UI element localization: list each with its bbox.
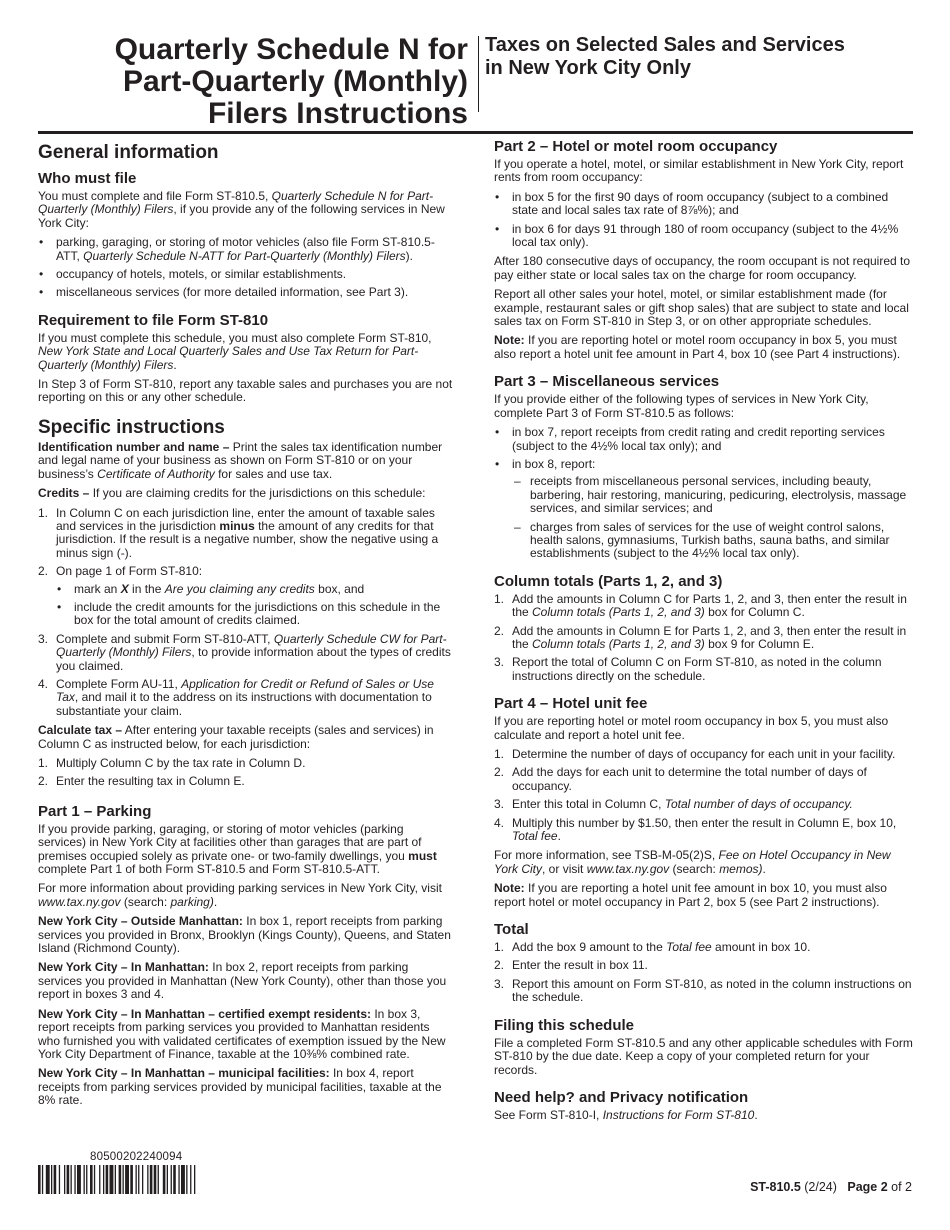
part1-paragraph-2: For more information about providing parking services in New York City, visit www.tax.ny.gov (search: parking). <box>38 881 442 909</box>
part2-heading: Part 2 – Hotel or motel room occupancy <box>494 138 778 155</box>
filing-heading: Filing this schedule <box>494 1016 635 1034</box>
list-item: 2. Add the days for each unit to determine the total number of days of occupancy. <box>494 765 867 793</box>
credits-list <box>38 507 453 719</box>
barcode-number: 80500202240094 <box>90 1151 183 1163</box>
list-item: • in box 6 for days 91 through 180 of room occupancy (subject to the 4½% local tax only). <box>494 223 916 250</box>
page-total: of 2 <box>887 1180 912 1194</box>
part4-more-info: For more information, see TSB-M-05(2)S, Fee on Hotel Occupancy in New York City, or visit www.tax.ny.gov (search: memos). <box>494 848 891 876</box>
specific-heading: Specific instructions <box>38 416 225 438</box>
exempt-residents-paragraph: New York City – In Manhattan – certified exempt residents: In box 3, report receipts from parking services you provided to Manhattan residents who furnished you with validated certificates of exemption issued by the New York City Department of Finance, taxable at the 10⅜% combined rate. <box>38 1006 446 1061</box>
column-totals-heading: Column totals (Parts 1, 2, and 3) <box>494 572 723 590</box>
part1-section <box>38 803 453 1108</box>
part4-list <box>494 748 916 843</box>
column-totals-list <box>494 593 916 683</box>
identification-paragraph: Identification number and name – Print the sales tax identification number and legal name of your business as shown on Form ST-810 or on your business’s Certificate of Authority for sales and use tax. <box>38 439 443 481</box>
page-number: Page 2 <box>847 1180 888 1194</box>
part4-section <box>494 695 916 909</box>
title-line: Part-Quarterly (Monthly) <box>122 65 468 98</box>
list-item: 4. Multiply this number by $1.50, then enter the result in Column E, box 10, Total fee. <box>494 815 897 844</box>
in-manhattan-paragraph: New York City – In Manhattan: In box 2, report receipts from parking services you provided in Manhattan (New York County), other than those you report in boxes 3 and 4. <box>38 960 447 1002</box>
list-item: • occupancy of hotels, motels, or similar establishments. <box>38 268 453 281</box>
outside-manhattan-paragraph: New York City – Outside Manhattan: In box 1, report receipts from parking services you provided in Bronx, Brooklyn (Kings County), Queens, and Staten Island (Richmond County). <box>38 914 451 956</box>
page-footer <box>750 1180 912 1194</box>
part2-list <box>494 191 916 250</box>
list-item: 2. Enter the result in box 11. <box>494 958 648 973</box>
who-must-file-heading: Who must file <box>38 170 137 187</box>
form-id: ST-810.5 <box>750 1180 801 1194</box>
requirement-heading: Requirement to file Form ST-810 <box>38 311 269 329</box>
list-item: • in box 7, report receipts from credit rating and credit reporting services (subject to the 4½% local tax only); and <box>494 426 916 453</box>
filing-paragraph: File a completed Form ST-810.5 and any other applicable schedules with Form ST-810 by the due date. Keep a copy of your completed return for your records. <box>494 1035 913 1077</box>
filing-section <box>494 1017 916 1077</box>
list-item: • include the credit amounts for the jurisdictions on this schedule in the box for the total amount of credits claimed. <box>56 601 453 628</box>
who-list <box>38 236 453 300</box>
credits-paragraph: Credits – If you are claiming credits for the jurisdictions on this schedule: <box>38 486 426 501</box>
barcode-icon <box>38 1165 250 1194</box>
general-heading: General information <box>38 142 219 163</box>
help-paragraph: See Form ST-810-I, Instructions for Form ST-810. <box>494 1107 758 1122</box>
list-item: • miscellaneous services (for more detailed information, see Part 3). <box>38 286 453 299</box>
page-subtitle <box>485 34 845 80</box>
calculate-paragraph: Calculate tax – After entering your taxable receipts (sales and services) in Column C as instructed below, for each jurisdiction: <box>38 723 434 751</box>
list-item: 1. Add the box 9 amount to the Total fee amount in box 10. <box>494 940 811 955</box>
list-item: 1. Add the amounts in Column C for Parts 1, 2, and 3, then enter the result in the Column totals (Parts 1, 2, and 3) box for Column C. <box>494 591 907 620</box>
list-item: • in box 5 for the first 90 days of room occupancy (subject to a combined state and local sales tax rate of 8⅞%); and <box>494 191 916 218</box>
part1-paragraph: If you provide parking, garaging, or storing of motor vehicles (parking services) in New York City at facilities other than garages that are part of premises occupied solely as private one- or two-family dwellings, you must complete Part 1 of both Form ST-810.5 and Form ST-810.5-ATT. <box>38 821 437 877</box>
total-list <box>494 941 916 1005</box>
list-item: – charges from sales of services for the use of weight control salons, health salons, gymnasiums, Turkish baths, sauna baths, and similar establishments (subject to the 4½% local tax only). <box>512 521 916 561</box>
help-heading: Need help? and Privacy notification <box>494 1088 749 1106</box>
sub-list <box>56 583 453 628</box>
title-divider <box>478 36 479 112</box>
part4-heading: Part 4 – Hotel unit fee <box>494 695 648 713</box>
who-paragraph: You must complete and file Form ST-810.5, Quarterly Schedule N for Part-Quarterly (Monthly) Filers, if you provide any of the following services in New York City: <box>38 189 445 230</box>
total-section <box>494 921 916 1005</box>
part2-paragraph-3: Report all other sales your hotel, motel, or similar establishment made (for example, restaurant sales or gift shop sales) that are subject to state and local sales tax on Form ST-810 in Step 3, or on other appropriate schedules. <box>494 287 909 329</box>
requirement-section <box>38 312 453 405</box>
subtitle-line: Taxes on Selected Sales and Services <box>485 34 845 56</box>
list-item: 2. Add the amounts in Column E for Parts 1, 2, and 3, then enter the result in the Column totals (Parts 1, 2, and 3) box 9 for Column E. <box>494 623 907 651</box>
left-column <box>38 138 453 1120</box>
subtitle-line: in New York City Only <box>485 57 691 79</box>
title-line: Quarterly Schedule N for <box>114 33 468 66</box>
right-column <box>494 138 916 1134</box>
part3-section <box>494 373 916 560</box>
list-item: • mark an X in the Are you claiming any credits box, and <box>56 583 453 596</box>
list-item: 3. Report this amount on Form ST-810, as noted in the column instructions on the schedule. <box>494 976 912 1005</box>
list-item: • parking, garaging, or storing of motor vehicles (also file Form ST-810.5-ATT, Quarterly Schedule N-ATT for Part-Quarterly (Monthly) Filers). <box>38 236 453 263</box>
help-section <box>494 1089 916 1122</box>
list-item: – receipts from miscellaneous personal services, including beauty, barbering, hair restoring, manicuring, pedicuring, electrolysis, massage services, and similar services; and <box>512 475 916 515</box>
municipal-facilities-paragraph: New York City – In Manhattan – municipal facilities: In box 4, report receipts from parking services provided by municipal facilities, taxable at the 8% rate. <box>38 1066 442 1108</box>
total-heading: Total <box>494 921 529 939</box>
page-title <box>28 34 468 130</box>
part2-note: Note: If you are reporting hotel or motel room occupancy in box 5, you must also report a hotel unit fee amount in Part 4, box 10 (see Part 4 instructions). <box>494 333 901 361</box>
page-header <box>38 30 913 134</box>
part4-note: Note: If you are reporting a hotel unit fee amount in box 10, you must also report hotel or motel occupancy in Part 2, box 5 (see Part 2 instructions). <box>494 881 887 909</box>
list-item: • in box 8, report: – receipts from miscellaneous personal services, including beauty, barbering, hair restoring, manicuring, pedicuring, electrolysis, massage services, and similar services; and – charges from sales of services for the use of weight control salons, health salons, gymnasiums, Turkish baths, sauna baths, and similar establishments (subject to the 4½% local tax only). <box>494 458 916 561</box>
part3-heading: Part 3 – Miscellaneous services <box>494 373 720 391</box>
list-item: 1. Multiply Column C by the tax rate in Column D. <box>38 756 306 770</box>
list-item: 4. Complete Form AU-11, Application for Credit or Refund of Sales or Use Tax, and mail it to the address on its instructions with documentation to substantiate your claim. <box>38 676 434 718</box>
list-item: 3. Complete and submit Form ST-810-ATT, Quarterly Schedule CW for Part-Quarterly (Monthly) Filers, to provide information about the types of credits you claimed. <box>38 631 451 673</box>
list-item: 1. Determine the number of days of occupancy for each unit in your facility. <box>494 747 896 761</box>
list-item: 3. Enter this total in Column C, Total number of days of occupancy. <box>494 797 853 812</box>
title-line: Filers Instructions <box>207 97 468 130</box>
part3-paragraph: If you provide either of the following types of services in New York City, complete Part 3 of Form ST-810.5 as follows: <box>494 392 869 420</box>
calculate-list <box>38 757 453 789</box>
who-must-file-section <box>38 170 453 300</box>
part3-list <box>494 426 916 561</box>
part2-section <box>494 138 916 361</box>
list-item: 2. On page 1 of Form ST-810: • mark an X in the Are you claiming any credits box, and • include the credit amounts for the jurisdictions on this schedule in the box for the total amount of credits claimed. <box>38 565 453 628</box>
part4-paragraph: If you are reporting hotel or motel room occupancy in box 5, you must also calculate and report a hotel unit fee. <box>494 714 889 742</box>
list-item: 1. In Column C on each jurisdiction line, enter the amount of taxable sales and services in the jurisdiction minus the amount of any credits for that jurisdiction. If the result is a negative number, show the negative using a minus sign (-). <box>38 505 439 560</box>
list-item: 2. Enter the resulting tax in Column E. <box>38 774 245 789</box>
requirement-paragraph-2: In Step 3 of Form ST-810, report any taxable sales and purchases you are not reporting on this or any other schedule. <box>38 377 453 405</box>
part2-paragraph: If you operate a hotel, motel, or similar establishment in New York City, report rents from room occupancy: <box>494 157 904 185</box>
list-item: 3. Report the total of Column C on Form ST-810, as noted in the column instructions directly on the schedule. <box>494 655 882 683</box>
part2-paragraph-2: After 180 consecutive days of occupancy, the room occupant is not required to pay either state or local sales tax on the charge for room occupancy. <box>494 254 911 282</box>
column-totals-section <box>494 573 916 683</box>
part1-heading: Part 1 – Parking <box>38 802 152 820</box>
sub-list <box>512 475 916 560</box>
form-revision: (2/24) <box>800 1180 837 1194</box>
requirement-paragraph: If you must complete this schedule, you must also complete Form ST-810, New York State and Local Quarterly Sales and Use Tax Return for Part-Quarterly (Monthly) Filers. <box>38 330 432 372</box>
